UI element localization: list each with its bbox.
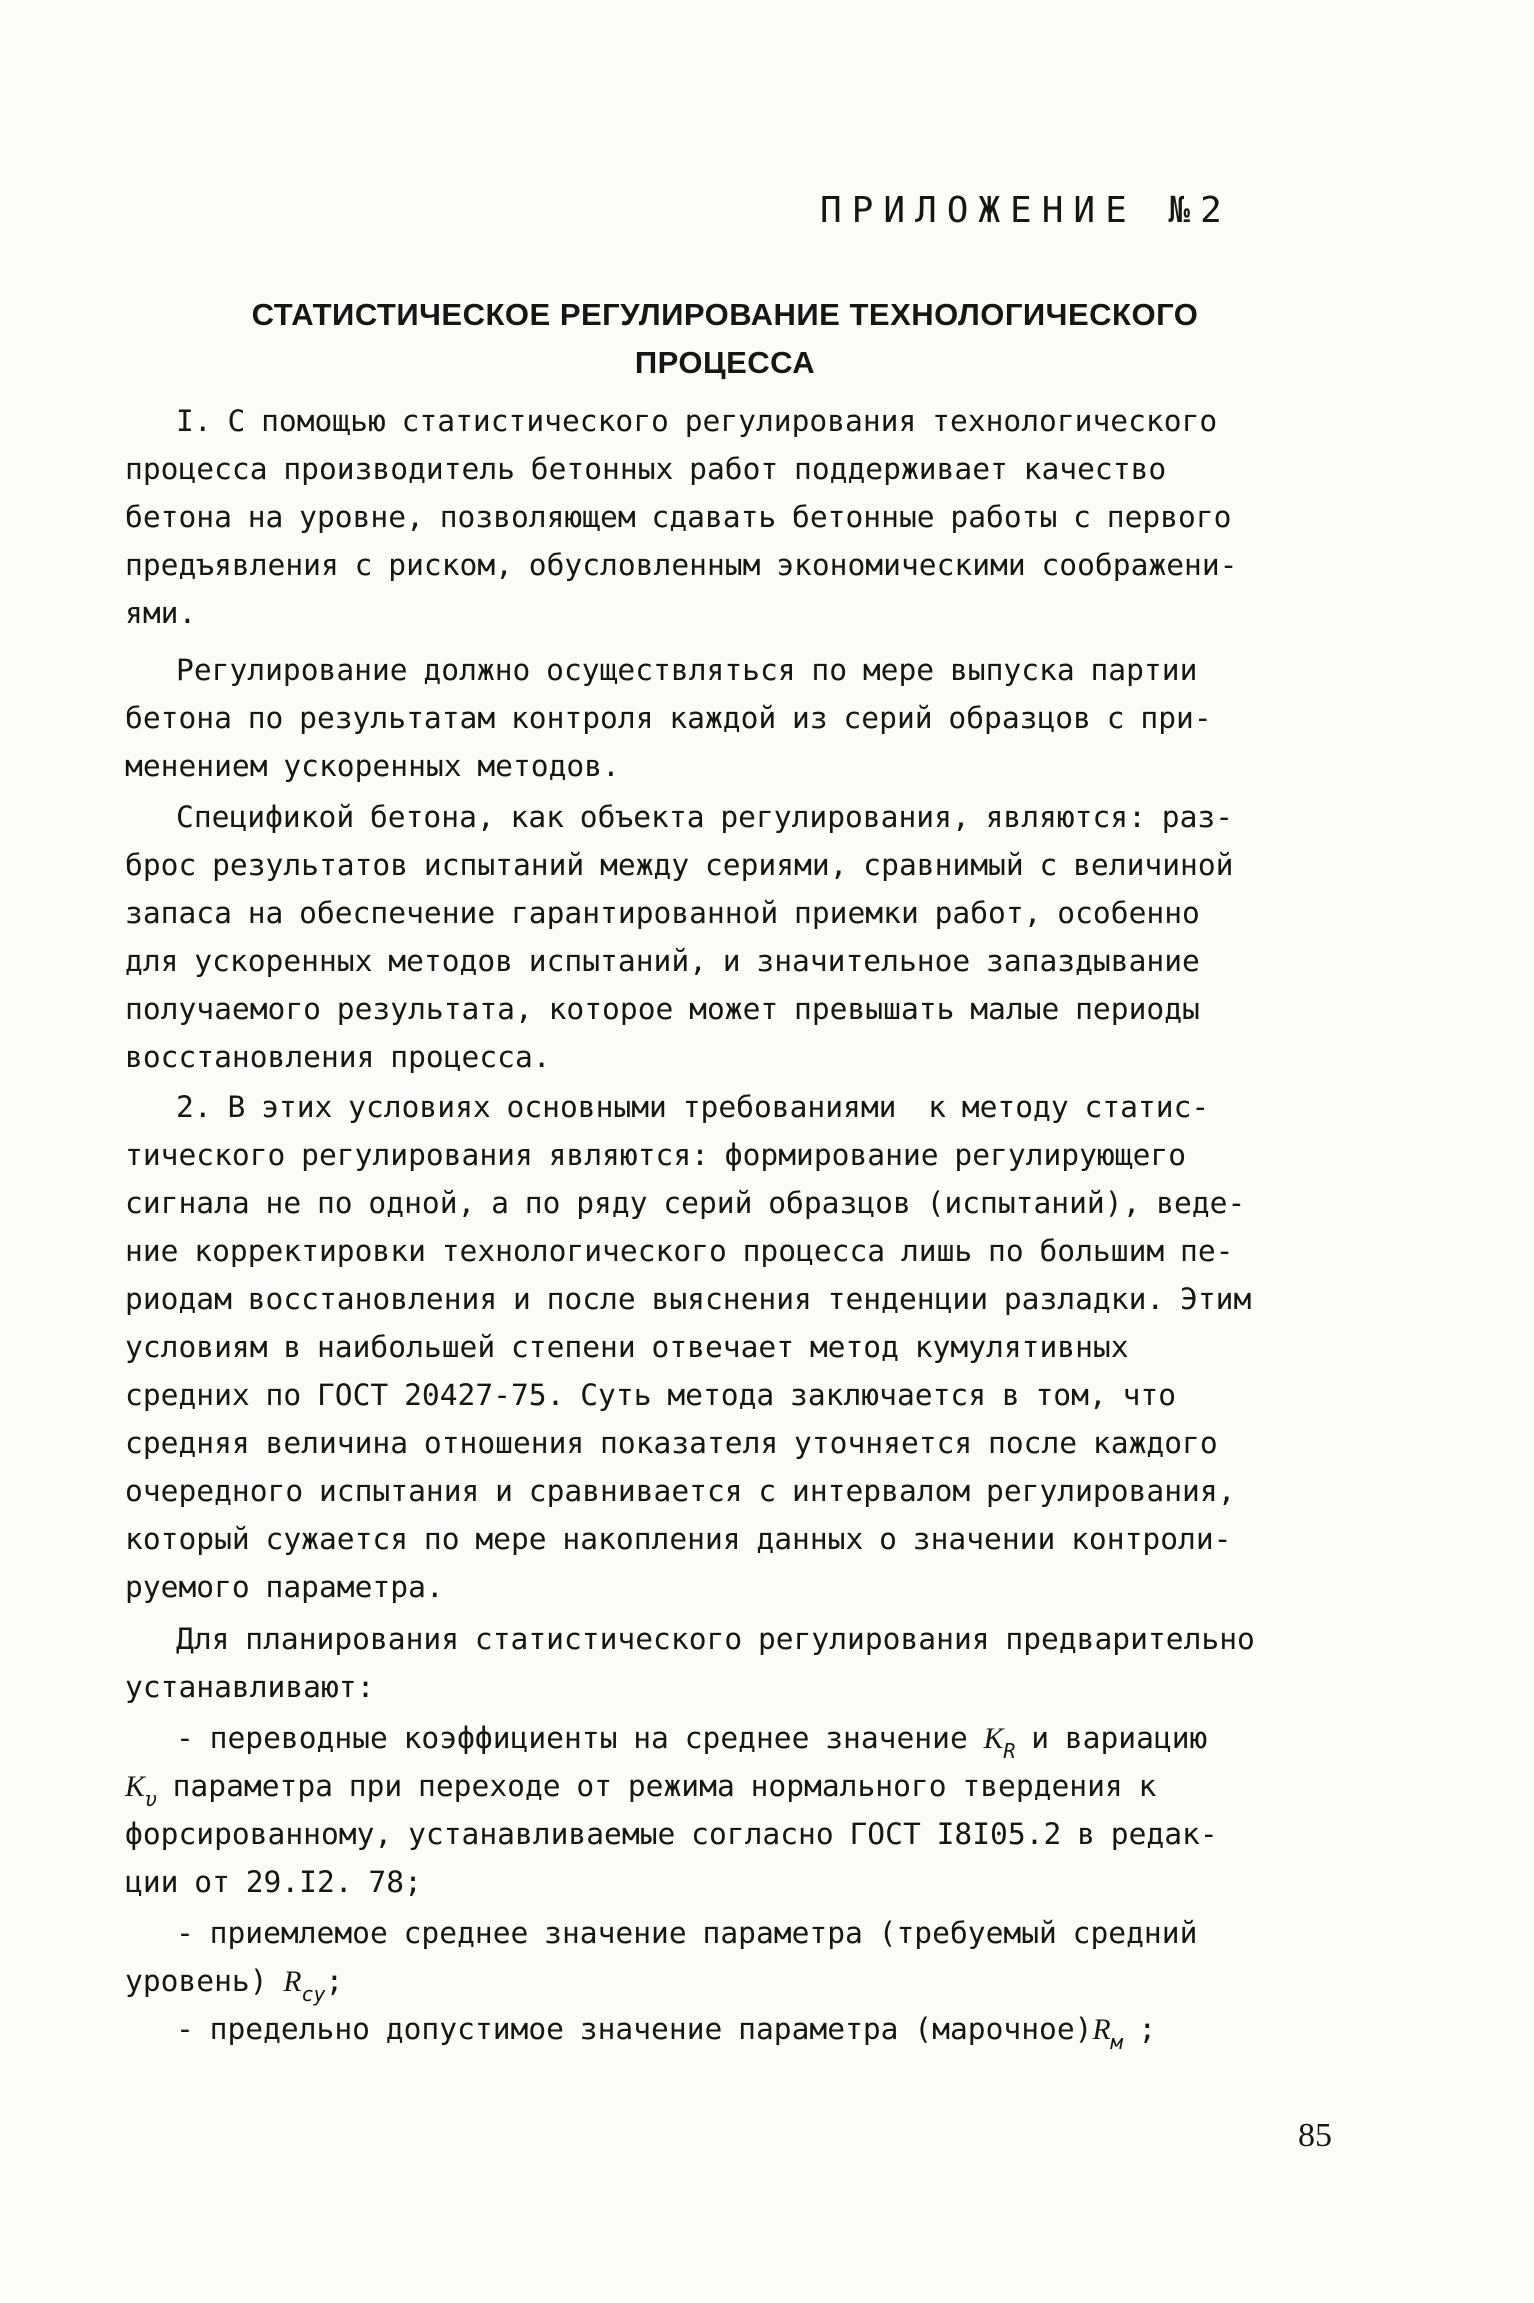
text-run: ;: [1122, 2012, 1157, 2046]
text-run: ;: [325, 1964, 344, 1998]
text-run: - переводные коэффициенты на среднее значение: [176, 1721, 984, 1755]
symbol-subscript: R: [1003, 1739, 1016, 1763]
symbol-subscript: су: [301, 1982, 326, 2006]
text-line: предъявления с риском, обусловленным экономическими соображени-: [125, 548, 1238, 582]
symbol-r: R: [1092, 2014, 1111, 2046]
text-line: руемого параметра.: [125, 1570, 444, 1604]
text-line: Спецификой бетона, как объекта регулирования, являются: раз-: [176, 800, 1234, 834]
page-number: 85: [1298, 2117, 1332, 2154]
symbol-subscript: υ: [144, 1787, 157, 1811]
text-line: восстановления процесса.: [125, 1040, 551, 1074]
text-line: средняя величина отношения показателя уточняется после каждого: [125, 1426, 1218, 1460]
text-line: менением ускоренных методов.: [125, 749, 620, 783]
text-line: который сужается по мере накопления данных о значении контроли-: [125, 1522, 1232, 1556]
text-line: для ускоренных методов испытаний, и значительное запаздывание: [125, 944, 1200, 978]
symbol-r: R: [283, 1966, 302, 1998]
text-line: условиям в наибольшей степени отвечает метод кумулятивных: [125, 1330, 1129, 1364]
text-line: сигнала не по одной, а по ряду серий образцов (испытаний), веде-: [125, 1186, 1246, 1220]
text-line: брос результатов испытаний между сериями, сравнимый с величиной: [125, 848, 1234, 882]
text-run: параметра при переходе от режима нормального твердения к: [156, 1769, 1157, 1803]
text-line: - приемлемое среднее значение параметра (требуемый средний: [176, 1916, 1198, 1950]
text-line: [125, 1961, 343, 2004]
text-line: риодам восстановления и после выяснения тенденции разладки. Этим: [125, 1282, 1252, 1316]
text-line: [125, 1766, 1156, 1809]
symbol-k: K: [983, 1723, 1004, 1755]
section-title-line-1: СТАТИСТИЧЕСКОЕ РЕГУЛИРОВАНИЕ ТЕХНОЛОГИЧЕСКОГО: [251, 297, 1199, 332]
text-line: запаса на обеспечение гарантированной приемки работ, особенно: [125, 896, 1200, 930]
text-line: [176, 1718, 1207, 1761]
text-line: очередного испытания и сравнивается с интервалом регулирования,: [125, 1474, 1236, 1508]
text-line: тического регулирования являются: формирование регулирующего: [125, 1138, 1187, 1172]
text-line: получаемого результата, которое может превышать малые периоды: [125, 992, 1200, 1026]
text-line: [176, 2009, 1156, 2052]
symbol-k: K: [125, 1771, 145, 1803]
text-line: Для планирования статистического регулирования предварительно: [176, 1622, 1255, 1656]
text-line: устанавливают:: [125, 1670, 375, 1704]
text-line: Регулирование должно осуществляться по мере выпуска партии: [176, 653, 1198, 687]
text-line: средних по ГОСТ 20427-75. Суть метода заключается в том, что: [125, 1378, 1177, 1412]
text-line: ями.: [125, 596, 197, 630]
text-line: бетона по результатам контроля каждой из серий образцов с при-: [125, 701, 1212, 735]
text-run: - предельно допустимое значение параметра (марочное): [176, 2012, 1093, 2046]
text-run: и вариацию: [1015, 1721, 1208, 1755]
text-line: форсированному, устанавливаемые согласно ГОСТ I8I05.2 в редак-: [125, 1817, 1218, 1851]
text-line: бетона на уровне, позволяющем сдавать бетонные работы с первого: [125, 500, 1232, 534]
appendix-heading: ПРИЛОЖЕНИЕ №2: [820, 190, 1232, 231]
text-run: уровень): [125, 1964, 284, 1998]
text-line: процесса производитель бетонных работ поддерживает качество: [125, 452, 1167, 486]
symbol-subscript: м: [1110, 2030, 1123, 2054]
text-line: I. С помощью статистического регулирования технологического: [176, 404, 1218, 438]
section-title-line-2: ПРОЦЕССА: [634, 345, 816, 380]
text-line: 2. В этих условиях основными требованиями к методу статис-: [176, 1090, 1210, 1124]
text-line: ции от 29.I2. 78;: [125, 1865, 422, 1899]
text-line: ние корректировки технологического процесса лишь по большим пе-: [125, 1234, 1234, 1268]
